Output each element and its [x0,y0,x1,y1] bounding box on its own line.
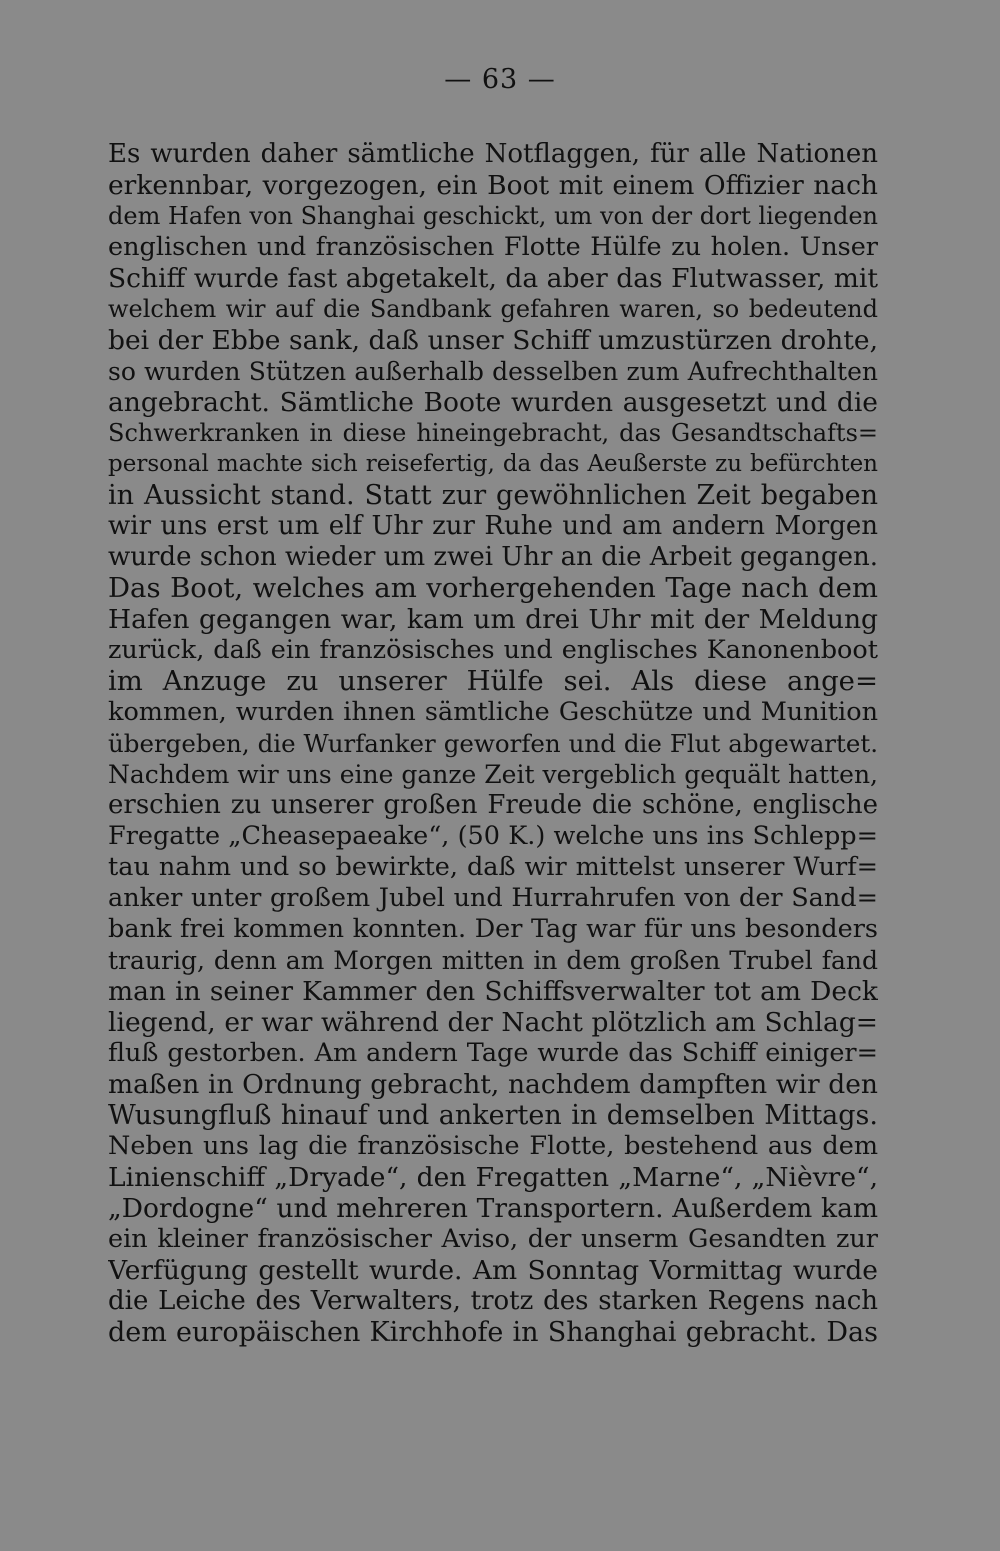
text-line: tau nahm und so bewirkte, daß wir mittelst unserer Wurf= [108,852,878,882]
text-line: maßen in Ordnung gebracht, nachdem dampften wir den [108,1069,878,1100]
text-line: dem europäischen Kirchhofe in Shanghai gebracht. Das [108,1317,878,1348]
text-line: fluß gestorben. Am andern Tage wurde das Schiff einiger= [108,1038,878,1068]
text-line: in Aussicht stand. Statt zur gewöhnlichen Zeit begaben [108,480,878,511]
text-line: die Leiche des Verwalters, trotz des starken Regens nach [108,1286,878,1316]
text-line: Das Boot, welches am vorhergehenden Tage nach dem [108,573,878,604]
text-line: liegend, er war während der Nacht plötzlich am Schlag= [108,1007,878,1038]
text-line: Neben uns lag die französische Flotte, bestehend aus dem [108,1131,878,1161]
text-line: Wusungfluß hinauf und ankerten in demselben Mittags. [108,1100,878,1131]
text-line: englischen und französischen Flotte Hülfe zu holen. Unser [108,232,878,262]
text-line: personal machte sich reisefertig, da das Aeußerste zu befürchten [108,451,878,477]
text-line: Fregatte „Cheasepaeake“, (50 K.) welche uns ins Schlepp= [108,821,878,851]
text-line: man in seiner Kammer den Schiffsverwalter tot am Deck [108,976,878,1007]
text-line: „Dordogne“ und mehreren Transportern. Außerdem kam [108,1193,878,1224]
text-line: Schwerkranken in diese hineingebracht, das Gesandtschafts= [108,419,878,447]
text-line: übergeben, die Wurfanker geworfen und die Flut abgewartet. [108,729,878,758]
text-line: Linienschiff „Dryade“, den Fregatten „Marne“, „Nièvre“, [108,1162,878,1193]
text-line: erschien zu unserer großen Freude die schöne, englische [108,790,878,820]
text-line: Schiff wurde fast abgetakelt, da aber das Flutwasser, mit [108,263,878,294]
text-line: Nachdem wir uns eine ganze Zeit vergeblich gequält hatten, [108,760,878,789]
text-line: bank frei kommen konnten. Der Tag war für uns besonders [108,914,878,944]
text-line: zurück, daß ein französisches und englisches Kanonenboot [108,635,878,665]
text-line: anker unter großem Jubel und Hurrahrufen von der Sand= [108,883,878,913]
text-line: im Anzuge zu unserer Hülfe sei. Als diese ange= [108,666,878,697]
text-line: traurig, denn am Morgen mitten in dem großen Trubel fand [108,946,878,975]
text-line: wir uns erst um elf Uhr zur Ruhe und am andern Morgen [108,511,878,541]
text-line: so wurden Stützen außerhalb desselben zum Aufrechthalten [108,357,878,386]
text-line: dem Hafen von Shanghai geschickt, um von der dort liegenden [108,202,878,230]
text-line: erkennbar, vorgezogen, ein Boot mit einem Offizier nach [108,170,878,201]
page-number: — 63 — [444,64,556,95]
text-line: wurde schon wieder um zwei Uhr an die Arbeit gegangen. [108,542,878,572]
text-line: angebracht. Sämtliche Boote wurden ausgesetzt und die [108,387,878,418]
text-line: bei der Ebbe sank, daß unser Schiff umzustürzen drohte, [108,325,878,356]
text-line: ein kleiner französischer Aviso, der unserm Gesandten zur [108,1224,878,1254]
text-line: kommen, wurden ihnen sämtliche Geschütze und Munition [108,697,878,727]
text-line: welchem wir auf die Sandbank gefahren waren, so bedeutend [108,295,878,323]
text-line: Es wurden daher sämtliche Notflaggen, für alle Nationen [108,139,878,169]
body-text [108,139,878,1348]
text-line: Hafen gegangen war, kam um drei Uhr mit der Meldung [108,604,878,635]
text-line: Verfügung gestellt wurde. Am Sonntag Vormittag wurde [108,1255,878,1286]
